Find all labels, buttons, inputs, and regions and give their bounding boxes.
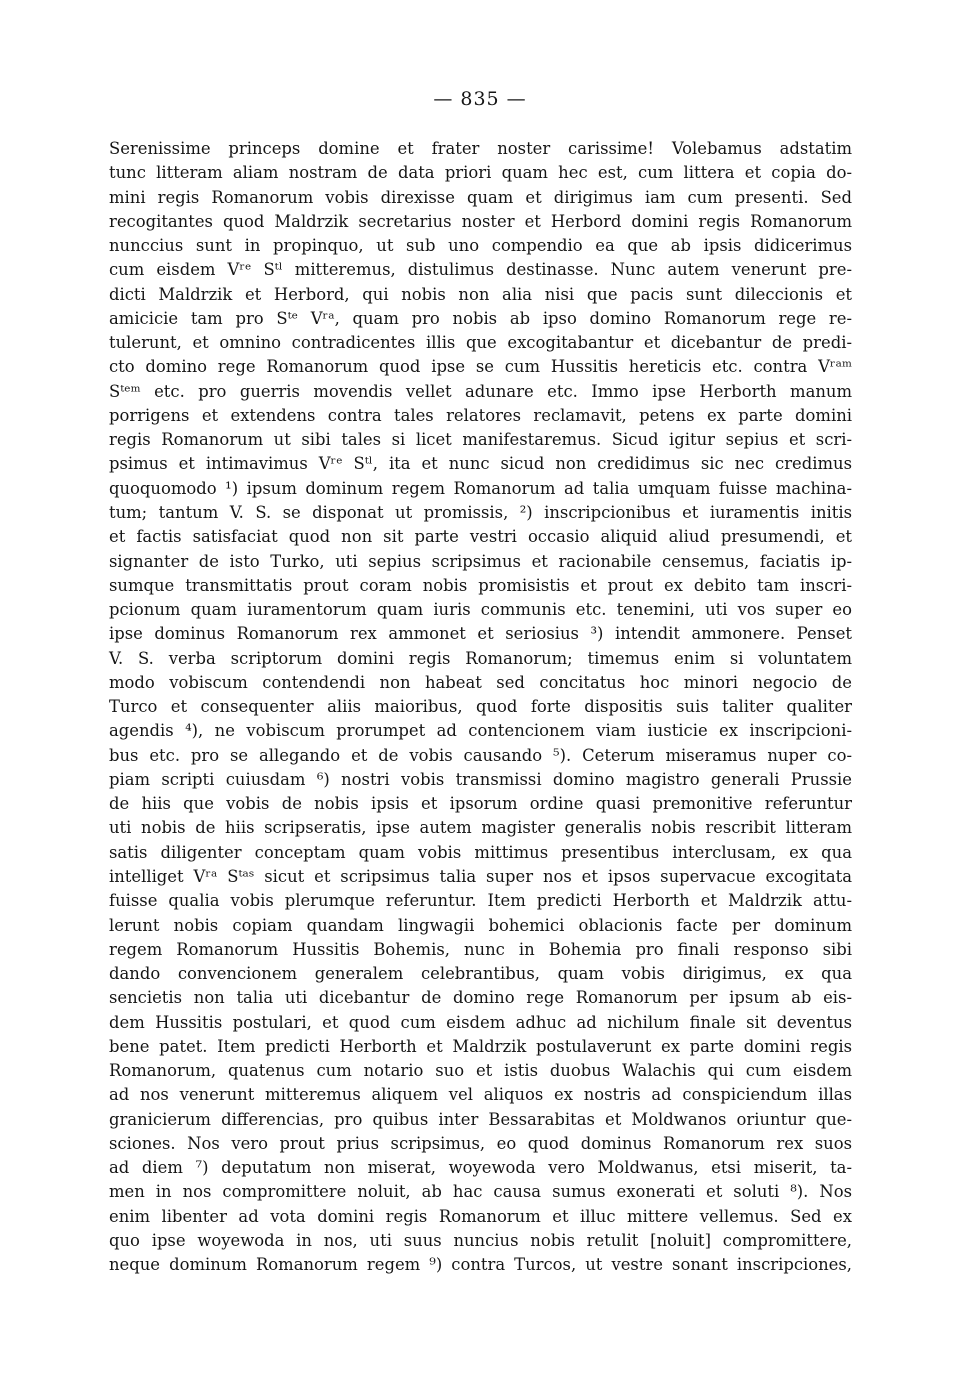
text-line: tulerunt, et omnino contradicentes illis que excogitabantur et dicebantur de predi-	[109, 333, 852, 353]
text-line: ad diem ⁷) deputatum non miserat, woyewoda vero Moldwanus, etsi miserit, ta-	[109, 1158, 852, 1178]
text-line: amicicie tam pro Sᵗᵉ Vʳᵃ, quam pro nobis ab ipso domino Romanorum rege re-	[109, 308, 852, 328]
text-line: granicierum differencias, pro quibus inter Bessarabitas et Moldwanos oriuntur que-	[109, 1109, 852, 1129]
body-text	[109, 137, 852, 1302]
page-number: — 835 —	[433, 88, 527, 110]
text-line: sumque transmittatis prout coram nobis promisistis et prout ex debito tam inscri-	[109, 575, 852, 595]
text-line: sciones. Nos vero prout prius scripsimus, eo quod dominus Romanorum rex suos	[109, 1133, 852, 1153]
text-line: nunccius sunt in propinquo, ut sub uno compendio ea que ab ipsis didicerimus	[109, 236, 852, 256]
text-line: dando convencionem generalem celebrantibus, quam vobis dirigimus, ex qua	[109, 964, 852, 984]
text-line: agendis ⁴), ne vobiscum prorumpet ad contencionem viam iusticie ex inscripcioni-	[109, 721, 852, 741]
text-line: V. S. verba scriptorum domini regis Romanorum; timemus enim si voluntatem	[109, 648, 852, 668]
text-line: modo vobiscum contendendi non habeat sed concitatus hoc minori negocio de	[109, 672, 852, 692]
text-line: de hiis que vobis de nobis ipsis et ipsorum ordine quasi premonitive referuntur	[109, 794, 852, 814]
text-line: regem Romanorum Hussitis Bohemis, nunc in Bohemia pro finali responso sibi	[109, 939, 852, 959]
text-line: cum eisdem Vʳᵉ Sᵗˡ mitteremus, distulimus destinasse. Nunc autem venerunt pre-	[109, 260, 852, 280]
text-line: et factis satisfaciat quod non sit parte vestri occasio aliquid aliud presumendi, et	[109, 527, 852, 547]
text-line: sencietis non talia uti dicebantur de domino rege Romanorum per ipsum ab eis-	[109, 988, 852, 1008]
text-line: pcionum quam iuramentorum quam iuris communis etc. tenemini, uti vos super eo	[109, 600, 852, 620]
text-line: Romanorum, quatenus cum notario suo et istis duobus Walachis qui cum eisdem	[109, 1061, 852, 1081]
text-line: lerunt nobis copiam quandam lingwagii bohemici oblacionis facte per dominum	[109, 915, 852, 935]
text-line: dicti Maldrzik et Herbord, qui nobis non alia nisi que pacis sunt dileccionis et	[109, 284, 852, 304]
text-line: quo ipse woyewoda in nos, uti suus nuncius nobis retulit [noluit] compromittere,	[109, 1230, 852, 1250]
text-line: satis diligenter conceptam quam vobis mittimus presentibus interclusam, ex qua	[109, 842, 852, 862]
text-line: ad nos venerunt mitteremus aliquem vel aliquos ex nostris ad conspiciendum illas	[109, 1085, 852, 1105]
text-line: bus etc. pro se allegando et de vobis causando ⁵). Ceterum miseramus nuper co-	[109, 745, 852, 765]
text-line: mini regis Romanorum vobis direxisse quam et dirigimus iam cum presenti. Sed	[109, 187, 852, 207]
text-line: recogitantes quod Maldrzik secretarius noster et Herbord domini regis Romanorum	[109, 211, 852, 231]
text-line: neque dominum Romanorum regem ⁹) contra Turcos, ut vestre sonant inscripciones,	[109, 1255, 852, 1275]
text-line: Serenissime princeps domine et frater noster carissime! Volebamus adstatim	[109, 139, 852, 158]
text-line: tunc litteram aliam nostram de data priori quam hec est, cum littera et copia do-	[109, 163, 852, 183]
text-line: dem Hussitis postulari, et quod cum eisdem adhuc ad nichilum finale sit deventus	[109, 1012, 852, 1032]
text-line: psimus et intimavimus Vʳᵉ Sᵗˡ, ita et nunc sicud non credidimus sic nec credimus	[109, 454, 852, 474]
text-line: intelliget Vʳᵃ Sᵗᵃˢ sicut et scripsimus talia super nos et ipsos supervacue excogitata	[109, 866, 852, 886]
text-line: Sᵗᵉᵐ etc. pro guerris movendis vellet adunare etc. Immo ipse Herborth manum	[109, 381, 852, 401]
text-line: cto domino rege Romanorum quod ipse se cum Hussitis hereticis etc. contra Vʳᵃᵐ	[109, 357, 852, 377]
text-line: fuisse qualia vobis plerumque referuntur. Item predicti Herborth et Maldrzik attu-	[109, 891, 852, 911]
text-line: tum; tantum V. S. se disponat ut promissis, ²) inscripcionibus et iuramentis initis	[109, 502, 852, 522]
text-line: bene patet. Item predicti Herborth et Maldrzik postulaverunt ex parte domini regis	[109, 1036, 852, 1056]
text-line: regis Romanorum ut sibi tales si licet manifestaremus. Sicud igitur sepius et scri-	[109, 430, 852, 450]
text-line: quoquomodo ¹) ipsum dominum regem Romanorum ad talia umquam fuisse machina-	[109, 478, 852, 498]
text-line: porrigens et extendens contra tales relatores reclamavit, petens ex parte domini	[109, 405, 852, 425]
text-line: Turco et consequenter aliis maioribus, quod forte dispositis suis taliter qualiter	[109, 697, 852, 717]
text-line: signanter de isto Turko, uti sepius scripsimus et racionabile censemus, faciatis ip-	[109, 551, 852, 571]
text-line: piam scripti cuiusdam ⁶) nostri vobis transmissi domino magistro generali Prussie	[109, 769, 852, 789]
text-line: uti nobis de hiis scripseratis, ipse autem magister generalis nobis rescribit litteram	[109, 818, 852, 838]
text-line: ipse dominus Romanorum rex ammonet et seriosius ³) intendit ammonere. Penset	[109, 624, 852, 644]
text-line: men in nos compromittere noluit, ab hac causa sumus exonerati et soluti ⁸). Nos	[109, 1182, 852, 1202]
text-line: enim libenter ad vota domini regis Romanorum et illuc mittere vellemus. Sed ex	[109, 1206, 852, 1226]
